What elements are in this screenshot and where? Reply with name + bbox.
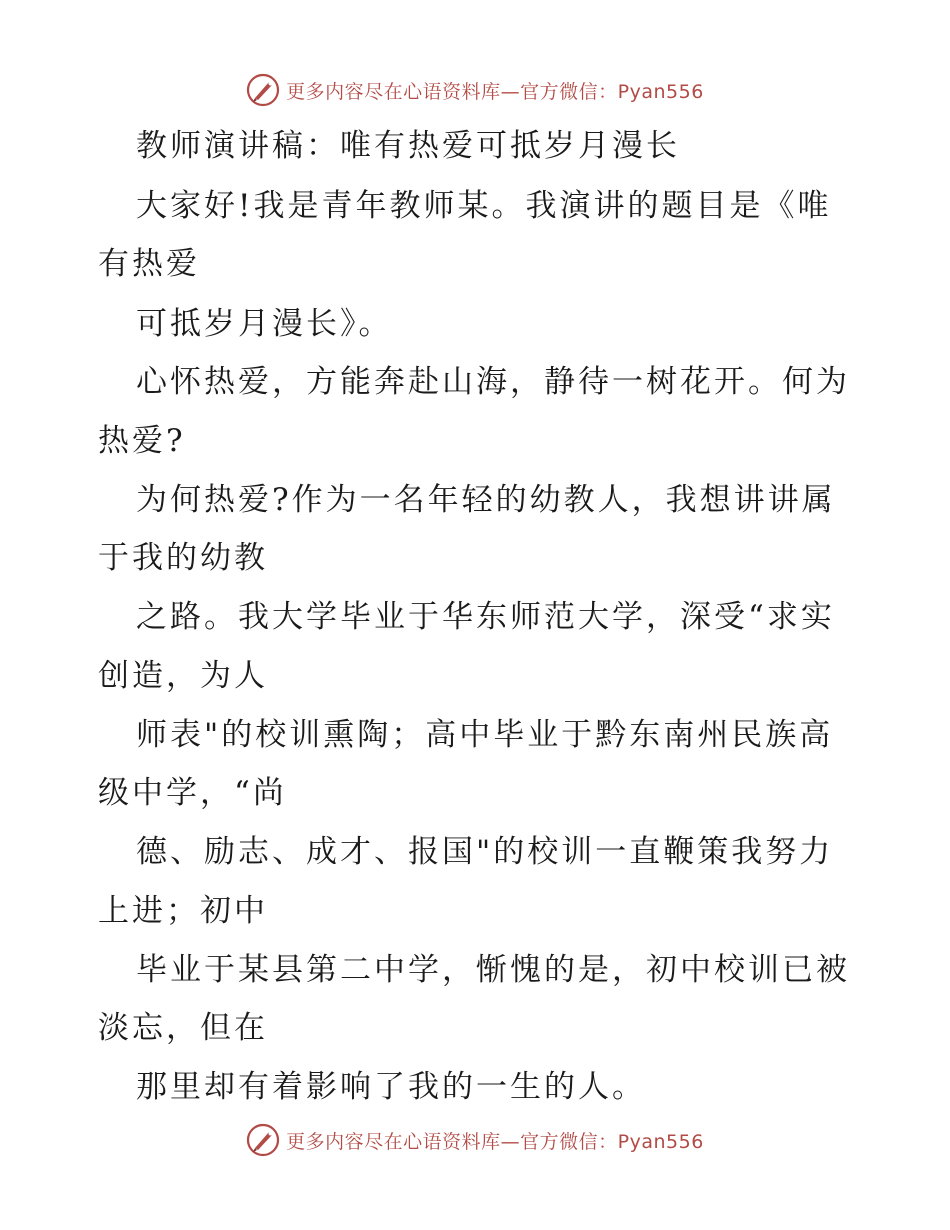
text-line: 热爱? (98, 423, 186, 459)
text-line: 淡忘，但在 (98, 1010, 268, 1046)
text-line: 之路。我大学毕业于华东师范大学，深受“求实 (136, 599, 835, 635)
banner-text: 更多内容尽在心语资料库—官方微信：Pyan556 (286, 80, 704, 103)
document-title: 教师演讲稿：唯有热爱可抵岁月漫长 (136, 128, 680, 164)
text-line: 心怀热爱，方能奔赴山海，静待一树花开。何为 (136, 364, 850, 400)
text-line: 师表"的校训熏陶；高中毕业于黔东南州民族高 (136, 717, 834, 753)
text-line: 那里却有着影响了我的一生的人。 (136, 1069, 646, 1105)
text-line: 级中学，“尚 (98, 775, 287, 811)
text-line: 于我的幼教 (98, 540, 268, 576)
text-line: 上进；初中 (98, 893, 268, 929)
quill-logo-icon (246, 1123, 280, 1157)
text-line: 有热爱 (98, 246, 200, 282)
quill-logo-icon (246, 73, 280, 107)
header-banner (0, 70, 950, 110)
footer-banner (0, 1120, 950, 1160)
banner-text: 更多内容尽在心语资料库—官方微信：Pyan556 (286, 1130, 704, 1153)
text-line: 大家好!我是青年教师某。我演讲的题目是《唯 (136, 188, 832, 224)
text-line: 毕业于某县第二中学，惭愧的是，初中校训已被 (136, 952, 850, 988)
text-line: 创造，为人 (98, 658, 268, 694)
text-line: 可抵岁月漫长》。 (136, 306, 393, 342)
text-line: 为何热爱?作为一名年轻的幼教人，我想讲讲属 (136, 482, 836, 518)
text-line: 德、励志、成才、报国"的校训一直鞭策我努力 (136, 834, 834, 870)
